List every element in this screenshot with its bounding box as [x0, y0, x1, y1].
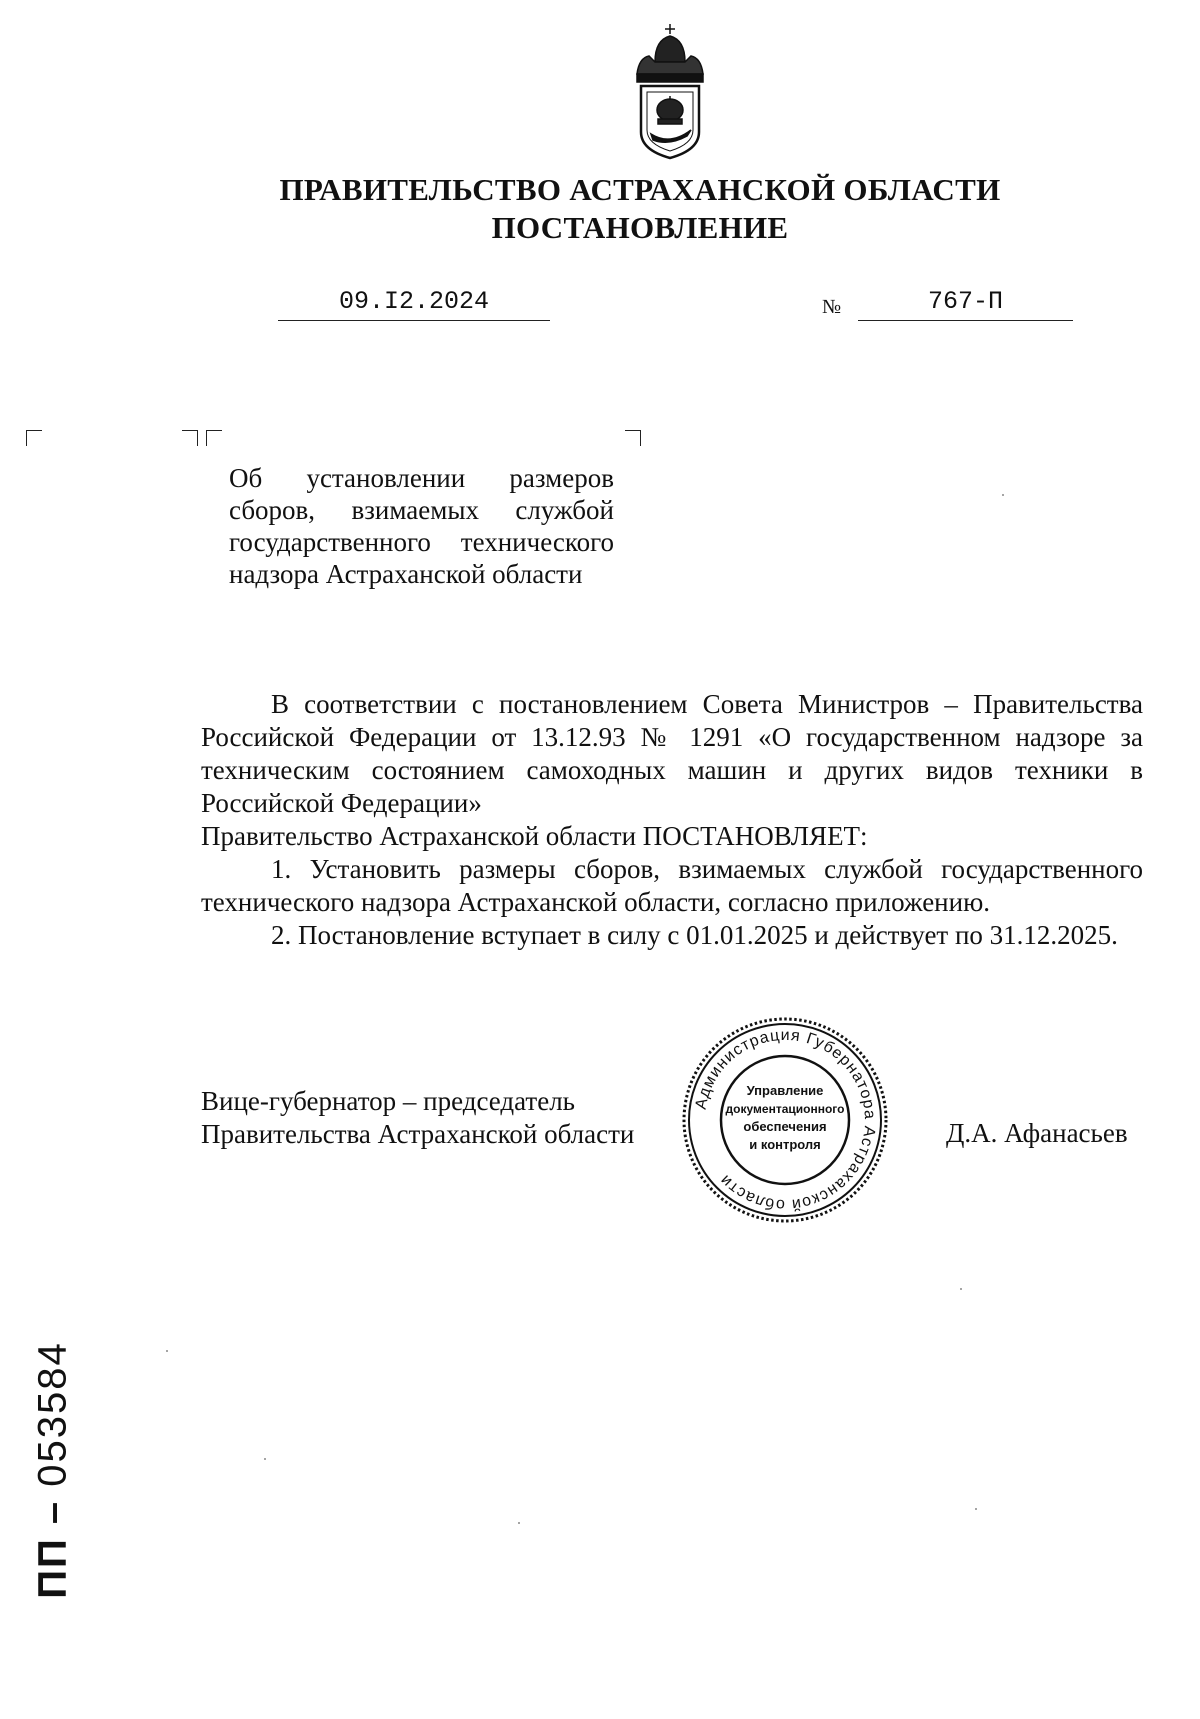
stamp-center-line: документационного: [725, 1102, 845, 1116]
scan-speck: [264, 1458, 266, 1460]
scan-speck: [1002, 494, 1004, 496]
scan-speck: [518, 1522, 520, 1524]
subject-line: сборов, взимаемых службой: [229, 495, 614, 525]
preamble-paragraph: В соответствии с постановлением Совета Министров – Правительства Российской Федерации от 13.12.93 № 1291 «О государственном надзоре за техническим состоянием самоходных машин и других видов техники в Российской Федерации»: [201, 689, 1143, 818]
decree-line: Правительство Астраханской области ПОСТАНОВЛЯЕТ:: [201, 821, 868, 851]
subject-line: государственного технического: [229, 527, 614, 557]
coat-of-arms-icon: [625, 22, 715, 162]
position-line: Правительства Астраханской области: [201, 1119, 635, 1149]
document-body: [201, 688, 1143, 952]
stamp-center-line: обеспечения: [743, 1119, 827, 1134]
scan-speck: [960, 1288, 962, 1290]
official-seal-stamp: [680, 1015, 890, 1225]
scan-speck: [166, 1350, 168, 1352]
document-type-title: ПОСТАНОВЛЕНИЕ: [491, 210, 789, 245]
corner-mark: [625, 430, 641, 446]
signatory-position: [201, 1085, 634, 1151]
corner-mark: [26, 430, 42, 446]
stamp-center-line: Управление: [746, 1083, 824, 1098]
number-sign: №: [822, 296, 842, 318]
serial-prefix: ПП –: [30, 1499, 74, 1599]
subject-line: Об установлении размеров: [229, 463, 614, 493]
scan-speck: [975, 1508, 977, 1510]
form-serial-number: [30, 1341, 75, 1599]
number-underline: [858, 320, 1073, 321]
corner-mark: [206, 430, 222, 446]
signatory-name: Д.А. Афанасьев: [946, 1118, 1128, 1148]
subject-line: надзора Астраханской области: [229, 559, 583, 589]
position-line: Вице-губернатор – председатель: [201, 1086, 575, 1116]
decree-item: 1. Установить размеры сборов, взимаемых службой государственного технического надзора Астраханской области, согласно приложению.: [201, 854, 1143, 917]
document-number: 767-П: [927, 287, 1003, 316]
document-date: 09.I2.2024: [338, 287, 490, 316]
serial-number: 053584: [30, 1341, 74, 1487]
document-subject: [229, 462, 614, 590]
decree-item: 2. Постановление вступает в силу с 01.01.2025 и действует по 31.12.2025.: [271, 920, 1118, 950]
organization-title: ПРАВИТЕЛЬСТВО АСТРАХАНСКОЙ ОБЛАСТИ: [279, 172, 1001, 207]
stamp-ring-text: Администрация Губернатора Астраханской области: [692, 1026, 879, 1214]
corner-mark: [182, 430, 198, 446]
stamp-center-line: и контроля: [749, 1137, 821, 1152]
date-underline: [278, 320, 550, 321]
